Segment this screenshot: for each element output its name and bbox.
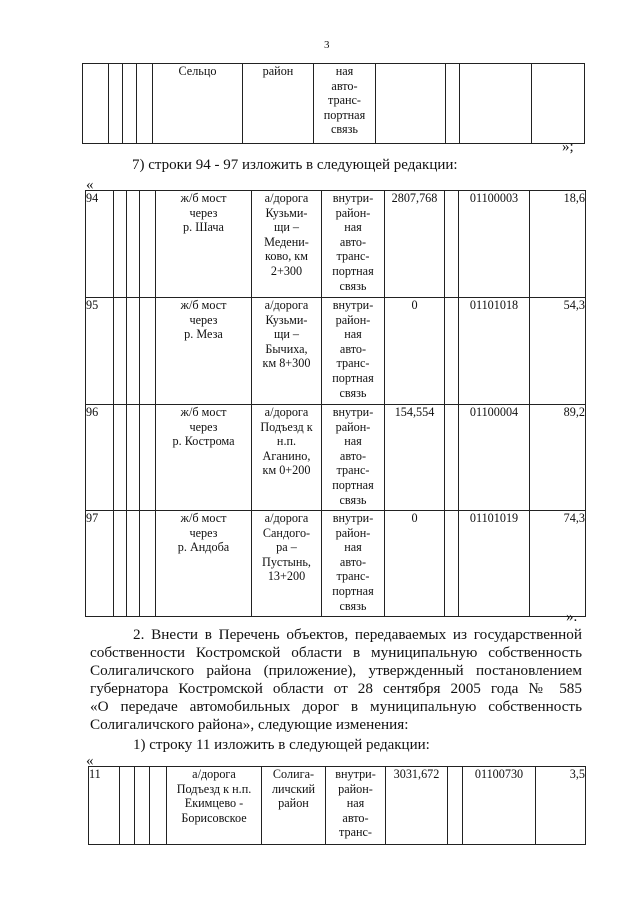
cell-blank <box>445 298 459 405</box>
cell-value: 0 <box>385 511 445 617</box>
open-quote-2: « <box>86 753 94 769</box>
cell-road: Солига- личский район <box>262 767 326 845</box>
paragraph-2 <box>90 626 582 734</box>
cell-num: 94 <box>86 191 114 298</box>
cell-code: 01100003 <box>459 191 530 298</box>
cell-blank <box>140 511 156 617</box>
cell-road: а/дорога Кузьми- щи – Медени- ково, км 2+300 <box>252 191 322 298</box>
heading-rows-94-97: 7) строки 94 - 97 изложить в следующей редакции: <box>132 157 458 173</box>
cell-blank <box>109 64 123 144</box>
cell-code: 01100004 <box>459 405 530 511</box>
cell-blank <box>127 191 140 298</box>
cell-object: ж/б мост через р. Андоба <box>156 511 252 617</box>
paragraph-line: Солигаличского района», следующие изменения: <box>90 716 409 733</box>
cell-value <box>376 64 446 144</box>
paragraph-line: Солигаличского района (приложение), утвержденный постановлением <box>90 662 582 679</box>
cell-type: ная авто- транс- портная связь <box>314 64 376 144</box>
cell-code: 01101018 <box>459 298 530 405</box>
paragraph-line: собственности Костромской области в муниципальную собственность <box>90 644 582 661</box>
cell-length: 3,5 <box>536 767 586 845</box>
cell-blank <box>445 511 459 617</box>
cell-num: 96 <box>86 405 114 511</box>
cell-length: 74,3 <box>530 511 586 617</box>
cell-code <box>460 64 532 144</box>
heading-row-11: 1) строку 11 изложить в следующей редакции: <box>133 737 430 753</box>
cell-length: 18,6 <box>530 191 586 298</box>
cell-value: 0 <box>385 298 445 405</box>
page-number: 3 <box>324 39 330 51</box>
cell-num <box>83 64 109 144</box>
cell-num: 11 <box>89 767 120 845</box>
cell-object: ж/б мост через р. Шача <box>156 191 252 298</box>
cell-blank <box>120 767 135 845</box>
cell-blank <box>114 191 127 298</box>
table-row <box>86 298 586 405</box>
table-row-11 <box>88 766 586 845</box>
cell-num: 97 <box>86 511 114 617</box>
cell-road: а/дорога Кузьми- щи – Бычиха, км 8+300 <box>252 298 322 405</box>
open-quote-1: « <box>86 177 94 193</box>
cell-value: 154,554 <box>385 405 445 511</box>
cell-blank <box>135 767 150 845</box>
cell-blank <box>137 64 153 144</box>
table-top-continuation <box>82 63 585 144</box>
cell-road: район <box>243 64 314 144</box>
cell-blank <box>445 191 459 298</box>
table-row <box>86 191 586 298</box>
cell-value: 2807,768 <box>385 191 445 298</box>
table-row <box>86 405 586 511</box>
cell-road: а/дорога Сандого- ра – Пустынь, 13+200 <box>252 511 322 617</box>
paragraph-line: 2. Внести в Перечень объектов, передаваемых из государственной <box>133 626 582 643</box>
close-quote-top: »; <box>562 139 574 155</box>
cell-blank <box>114 298 127 405</box>
table-row <box>86 511 586 617</box>
close-quote-1: ». <box>566 609 578 625</box>
cell-road: а/дорога Подъезд к н.п. Аганино, км 0+200 <box>252 405 322 511</box>
cell-blank <box>150 767 167 845</box>
cell-blank <box>127 405 140 511</box>
cell-blank <box>127 511 140 617</box>
paragraph-line: губернатора Костромской области от 28 сентября 2005 года № 585 <box>90 680 582 697</box>
cell-blank <box>123 64 137 144</box>
cell-blank <box>140 191 156 298</box>
cell-blank <box>140 298 156 405</box>
cell-code: 01101019 <box>459 511 530 617</box>
table-row <box>89 767 586 845</box>
cell-type: внутри- район- ная авто- транс- портная связь <box>322 511 385 617</box>
cell-object: ж/б мост через р. Кострома <box>156 405 252 511</box>
cell-blank <box>114 405 127 511</box>
cell-length: 89,2 <box>530 405 586 511</box>
cell-object: Сельцо <box>153 64 243 144</box>
cell-blank <box>114 511 127 617</box>
cell-length: 54,3 <box>530 298 586 405</box>
cell-object: а/дорога Подъезд к н.п. Екимцево - Борисовское <box>167 767 262 845</box>
cell-type: внутри- район- ная авто- транс- портная связь <box>322 298 385 405</box>
cell-type: внутри- район- ная авто- транс- портная связь <box>322 191 385 298</box>
cell-length <box>532 64 585 144</box>
cell-type: внутри- район- ная авто- транс- <box>326 767 386 845</box>
cell-blank <box>446 64 460 144</box>
cell-blank <box>445 405 459 511</box>
cell-blank <box>127 298 140 405</box>
cell-value: 3031,672 <box>386 767 448 845</box>
cell-blank <box>140 405 156 511</box>
cell-type: внутри- район- ная авто- транс- портная связь <box>322 405 385 511</box>
table-row <box>83 64 585 144</box>
cell-blank <box>448 767 463 845</box>
cell-object: ж/б мост через р. Меза <box>156 298 252 405</box>
paragraph-line: «О передаче автомобильных дорог в муниципальную собственность <box>90 698 582 715</box>
cell-num: 95 <box>86 298 114 405</box>
cell-code: 01100730 <box>463 767 536 845</box>
table-rows-94-97 <box>85 190 586 617</box>
